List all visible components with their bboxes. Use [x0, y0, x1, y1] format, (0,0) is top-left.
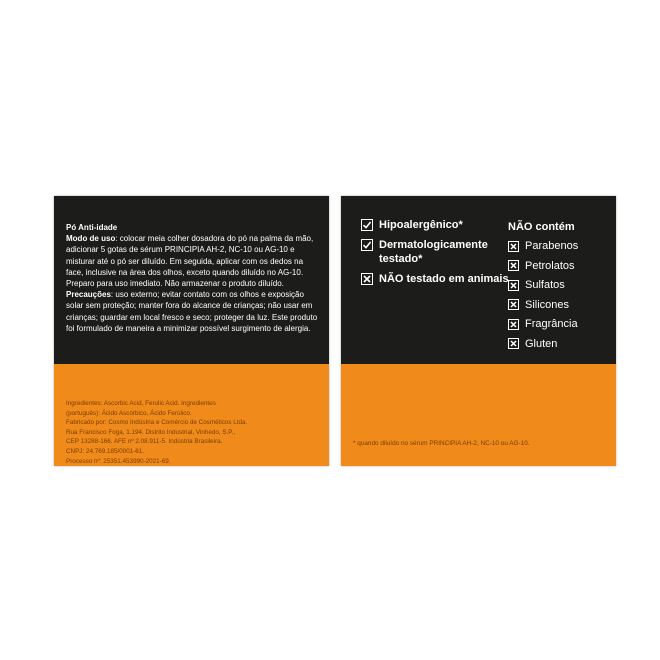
claims-list: [361, 218, 511, 292]
not-contains-title: NÃO contém: [508, 221, 575, 233]
info-line: (português): Ácido Ascórbico, Ácido Ferúlico.: [66, 409, 192, 417]
product-title: Pó Anti-idade: [66, 223, 118, 232]
not-contains-label: Fragrância: [525, 318, 578, 330]
claim-item: [361, 218, 511, 232]
not-contains-item: [508, 239, 613, 253]
not-contains-item: [508, 337, 613, 351]
not-contains-label: Petrolatos: [525, 259, 575, 272]
x-icon: [508, 319, 519, 330]
check-icon: [361, 239, 373, 251]
not-contains-list: [508, 220, 613, 356]
info-line: Fabricado por: Cosmo Indústria e Comércio de Cosméticos Ltda.: [66, 419, 248, 427]
not-contains-item: [508, 259, 613, 273]
not-contains-item: [508, 317, 613, 331]
check-icon: [361, 219, 373, 231]
precautions-label: Precauções: [66, 290, 111, 300]
not-contains-label: Sulfatos: [525, 279, 565, 291]
not-contains-item: [508, 278, 613, 292]
usage-paragraph: [66, 233, 320, 334]
x-icon: [508, 338, 519, 349]
claim-label: NÃO testado em animais: [379, 273, 509, 285]
claim-label: Dermatologicamente testado*: [379, 239, 488, 265]
not-contains-label: Silicones: [525, 298, 570, 311]
precautions-text: : uso externo; evitar contato com os olhos e exposição solar sem proteção; manter fora do alcance de crianças; não usar em crianças; guardar em local fresco e seco; proteger da luz. Este produto foi formulado de maneira a minimizar possível surgimento de alergia.: [66, 290, 318, 333]
claim-item: [361, 238, 511, 266]
claim-label: Hipoalergênico*: [379, 219, 463, 231]
usage-label: Modo de uso: [66, 234, 116, 244]
right-orange-section: [341, 364, 616, 466]
claim-item: [361, 272, 511, 286]
x-icon: [508, 299, 519, 310]
x-icon: [508, 241, 519, 252]
x-icon: [361, 273, 373, 285]
not-contains-label: Parabenos: [525, 240, 579, 252]
not-contains-label: Gluten: [525, 337, 558, 350]
left-panel: [54, 196, 329, 466]
info-line: Ingredientes: Ascorbic Acid, Ferulic Acid. Ingredientes: [66, 400, 216, 407]
info-line: CEP 13288-166. AFE nº 2.08.911-5. Indústria Brasileira.: [66, 438, 223, 446]
right-panel: [341, 196, 616, 466]
info-line: Processo nº: 25351.453990-2021-69.: [66, 457, 171, 465]
usage-text: : colocar meia colher dosadora do pó na palma da mão, adicionar 5 gotas de sérum PRINCIPIA AH-2, NC-10 ou AG-10 e misturar até o pó ser diluído. Em seguida, aplicar com os dedos na face, inclusive na área dos olhos, exceto quando diluído no AG-10. Preparo para uso imediato. Não armazenar o produto diluído.: [66, 234, 314, 289]
info-line: Rua Francisco Foga, 1.194. Distrito Industrial, Vinhedo, S.P.,: [66, 428, 236, 436]
x-icon: [508, 260, 519, 271]
x-icon: [508, 280, 519, 291]
usage-text-block: [66, 222, 320, 334]
footnote: * quando diluído no sérum PRINCIPIA AH-2, NC-10 ou AG-10.: [353, 440, 530, 447]
info-block: [66, 399, 324, 466]
info-line: CNPJ: 24.769.185/0001-61.: [66, 447, 145, 455]
not-contains-item: [508, 298, 613, 312]
